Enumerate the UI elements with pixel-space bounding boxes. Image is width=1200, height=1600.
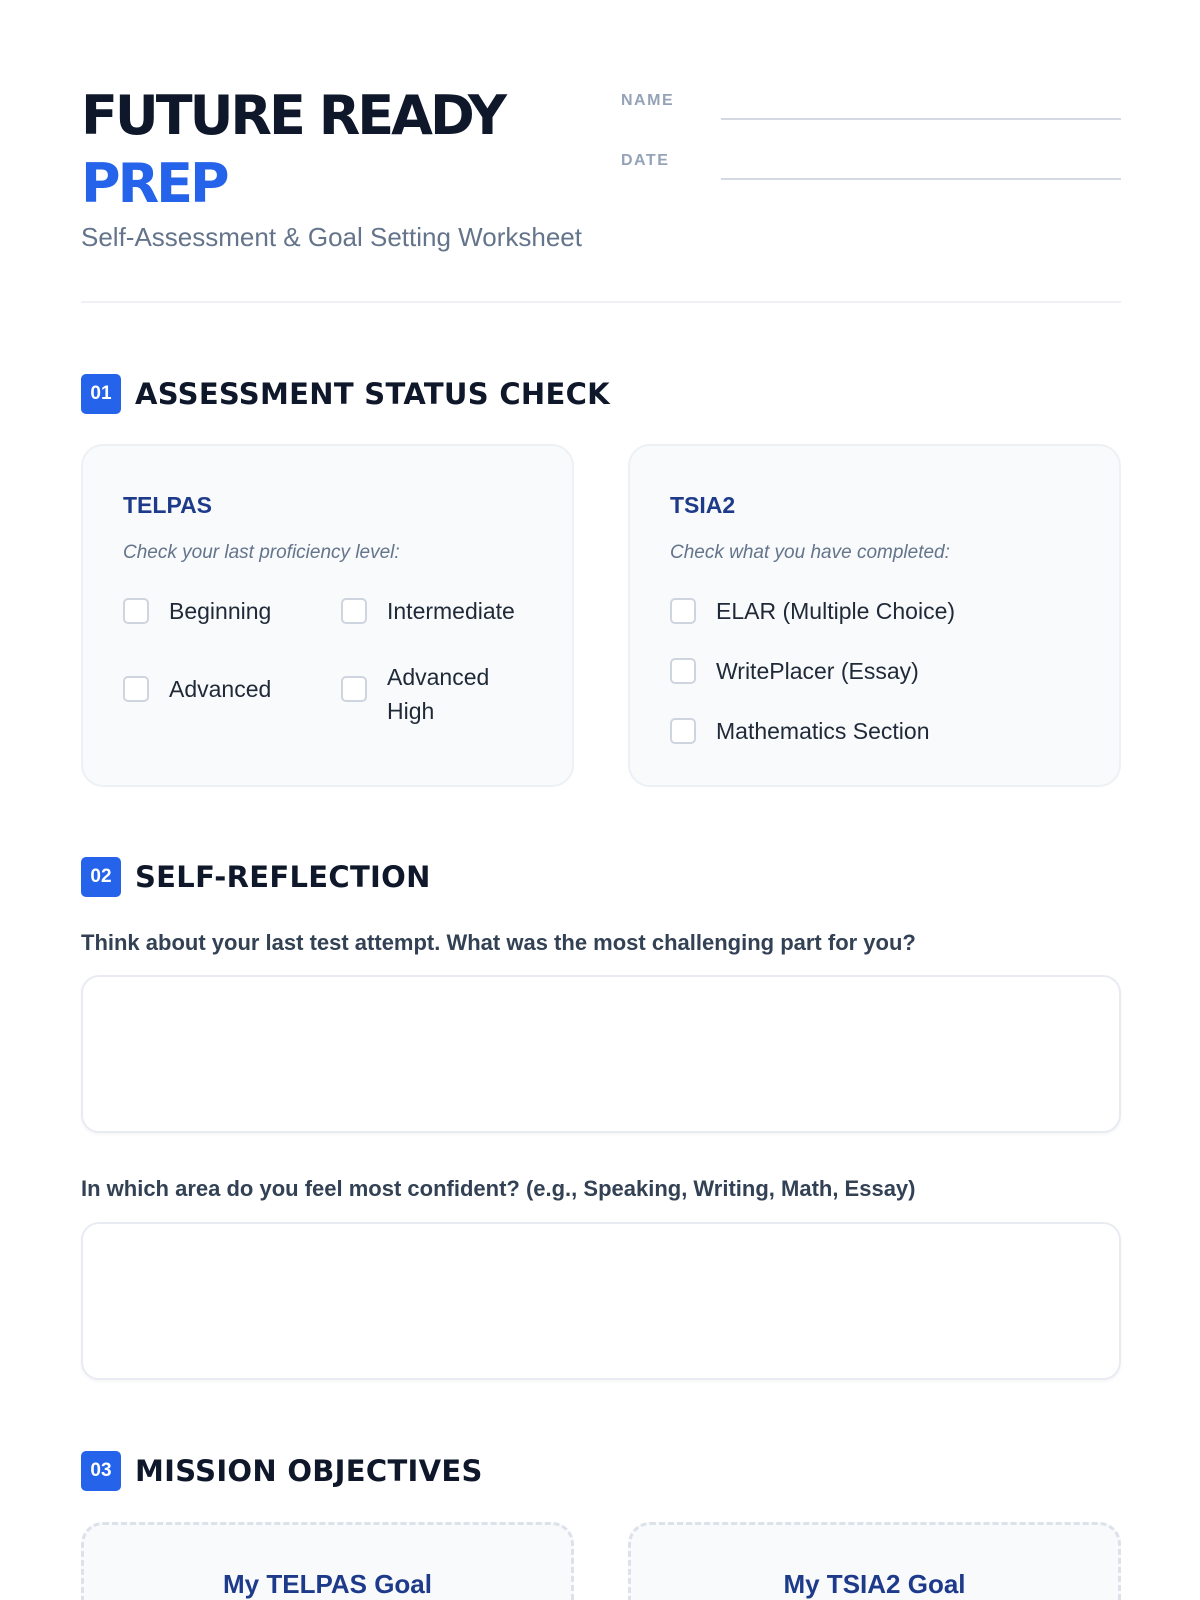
telpas-title: TELPAS bbox=[123, 492, 213, 518]
section-number-badge: 03 bbox=[81, 1451, 121, 1491]
tsia2-hint: Check what you have completed: bbox=[670, 542, 950, 563]
section-assessment-status bbox=[81, 374, 1121, 414]
tsia2-title: TSIA2 bbox=[670, 492, 736, 518]
name-field bbox=[621, 88, 1121, 128]
checkbox[interactable] bbox=[670, 658, 696, 684]
option-label: Advanced High bbox=[387, 664, 490, 724]
option-label: Mathematics Section bbox=[716, 718, 930, 744]
name-label: NAME bbox=[621, 92, 675, 109]
worksheet-page bbox=[81, 0, 1121, 1600]
telpas-hint: Check your last proficiency level: bbox=[123, 542, 400, 563]
date-label: DATE bbox=[621, 152, 670, 169]
telpas-goal-title: My TELPAS Goal bbox=[223, 1569, 432, 1599]
section-number-badge: 01 bbox=[81, 374, 121, 414]
question-challenging: Think about your last test attempt. What was the most challenging part for you? bbox=[81, 930, 916, 955]
checkbox[interactable] bbox=[670, 718, 696, 744]
answer-box-confident[interactable] bbox=[81, 1222, 1121, 1380]
answer-box-challenging[interactable] bbox=[81, 975, 1121, 1133]
checkbox[interactable] bbox=[341, 676, 367, 702]
checkbox[interactable] bbox=[123, 598, 149, 624]
date-input-line[interactable] bbox=[721, 178, 1121, 180]
date-field bbox=[621, 148, 1121, 188]
tsia2-goal-card[interactable] bbox=[628, 1522, 1121, 1600]
section-title: ASSESSMENT STATUS CHECK bbox=[135, 377, 610, 411]
option-label: Beginning bbox=[169, 598, 272, 624]
section-title: SELF-REFLECTION bbox=[135, 860, 431, 894]
worksheet-header bbox=[81, 84, 1121, 303]
checkbox[interactable] bbox=[341, 598, 367, 624]
name-input-line[interactable] bbox=[721, 118, 1121, 120]
title-line-1: FUTURE READY bbox=[81, 84, 504, 147]
option-label: Intermediate bbox=[387, 598, 515, 624]
option-label: WritePlacer (Essay) bbox=[716, 658, 919, 684]
telpas-card bbox=[81, 444, 574, 787]
section-self-reflection bbox=[81, 857, 1121, 897]
title-line-2: PREP bbox=[81, 152, 227, 215]
tsia2-card bbox=[628, 444, 1121, 787]
subtitle: Self-Assessment & Goal Setting Worksheet bbox=[81, 222, 582, 252]
question-confident: In which area do you feel most confident? (e.g., Speaking, Writing, Math, Essay) bbox=[81, 1176, 916, 1201]
tsia2-goal-title: My TSIA2 Goal bbox=[783, 1569, 966, 1599]
option-label: ELAR (Multiple Choice) bbox=[716, 598, 956, 624]
telpas-goal-card[interactable] bbox=[81, 1522, 574, 1600]
checkbox[interactable] bbox=[123, 676, 149, 702]
section-number-badge: 02 bbox=[81, 857, 121, 897]
option-label: Advanced bbox=[169, 676, 272, 702]
section-title: MISSION OBJECTIVES bbox=[135, 1454, 483, 1488]
checkbox[interactable] bbox=[670, 598, 696, 624]
section-mission-objectives bbox=[81, 1451, 1121, 1491]
